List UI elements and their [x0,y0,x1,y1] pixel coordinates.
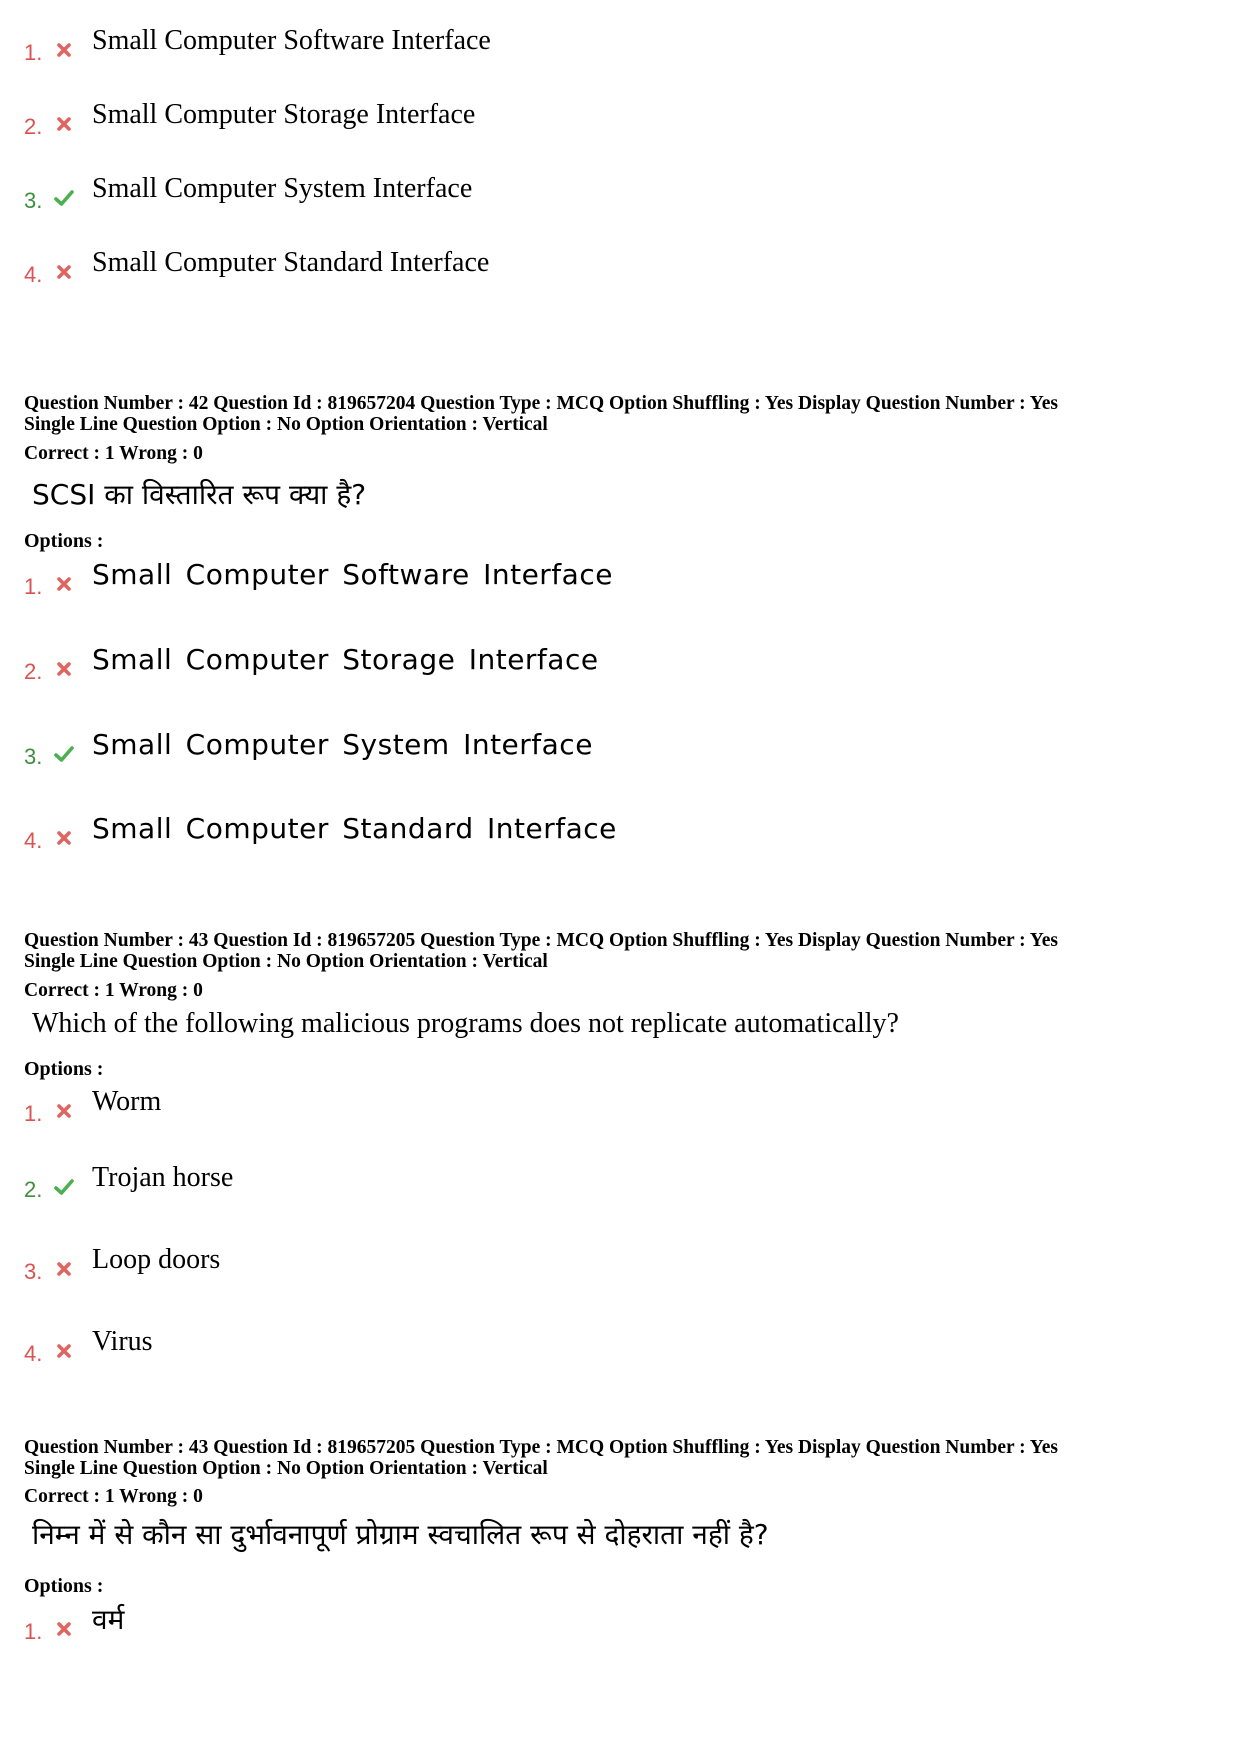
option-text: Small Computer System Interface [92,728,593,761]
option-number: 1. [24,574,43,599]
option-text: वर्म [92,1603,125,1636]
option-row [24,728,924,768]
option-row [24,98,924,138]
cross-icon [54,40,74,60]
option-text: Small Computer Software Interface [92,558,613,591]
option-text: Trojan horse [92,1162,234,1193]
cross-icon [54,828,74,848]
option-number: 4. [24,1341,43,1366]
option-text: Small Computer System Interface [92,173,473,204]
question-stem: SCSI का विस्तारित रूप क्या है? [32,478,367,511]
option-number: 3. [24,1259,43,1284]
option-text: Small Computer Standard Interface [92,812,617,845]
question-score: Correct : 1 Wrong : 0 [24,443,203,464]
option-text: Small Computer Software Interface [92,25,491,56]
option-number: 2. [24,659,43,684]
option-row [24,643,924,683]
option-number: 3. [24,188,43,213]
option-number: 1. [24,1619,43,1644]
option-number: 2. [24,114,43,139]
option-row [24,1161,924,1201]
option-number: 4. [24,262,43,287]
check-icon [54,744,74,764]
option-number: 2. [24,1177,43,1202]
option-row [24,558,924,598]
cross-icon [54,1341,74,1361]
option-number: 1. [24,40,43,65]
option-row [24,246,924,286]
question-meta-line-1: Question Number : 42 Question Id : 819657204 Question Type : MCQ Option Shuffling : Yes Display Question Number : Yes [24,393,1058,414]
question-meta-line-2: Single Line Question Option : No Option Orientation : Vertical [24,951,548,972]
question-meta-line-1: Question Number : 43 Question Id : 819657205 Question Type : MCQ Option Shuffling : Yes Display Question Number : Yes [24,1437,1058,1458]
cross-icon [54,114,74,134]
option-text: Small Computer Standard Interface [92,247,490,278]
option-row [24,172,924,212]
option-number: 3. [24,744,43,769]
question-stem: Which of the following malicious programs does not replicate automatically? [32,1008,899,1039]
question-meta-line-2: Single Line Question Option : No Option Orientation : Vertical [24,414,548,435]
cross-icon [54,574,74,594]
option-number: 1. [24,1101,43,1126]
options-label: Options : [24,530,104,552]
option-text: Virus [92,1326,153,1357]
option-row [24,1603,924,1643]
option-text: Small Computer Storage Interface [92,99,476,130]
option-row [24,24,924,64]
option-text: Loop doors [92,1244,221,1275]
cross-icon [54,1619,74,1639]
option-row [24,1325,924,1365]
option-text: Worm [92,1086,162,1117]
option-row [24,1243,924,1283]
cross-icon [54,659,74,679]
option-row [24,812,924,852]
option-row [24,1085,924,1125]
check-icon [54,1177,74,1197]
question-score: Correct : 1 Wrong : 0 [24,1486,203,1507]
cross-icon [54,1259,74,1279]
check-icon [54,188,74,208]
cross-icon [54,1101,74,1121]
option-number: 4. [24,828,43,853]
options-label: Options : [24,1058,104,1080]
question-stem: निम्न में से कौन सा दुर्भावनापूर्ण प्रोग्राम स्वचालित रूप से दोहराता नहीं है? [32,1518,769,1551]
question-meta-line-1: Question Number : 43 Question Id : 819657205 Question Type : MCQ Option Shuffling : Yes Display Question Number : Yes [24,930,1058,951]
options-label: Options : [24,1575,104,1597]
cross-icon [54,262,74,282]
question-score: Correct : 1 Wrong : 0 [24,980,203,1001]
question-meta-line-2: Single Line Question Option : No Option Orientation : Vertical [24,1458,548,1479]
option-text: Small Computer Storage Interface [92,643,599,676]
